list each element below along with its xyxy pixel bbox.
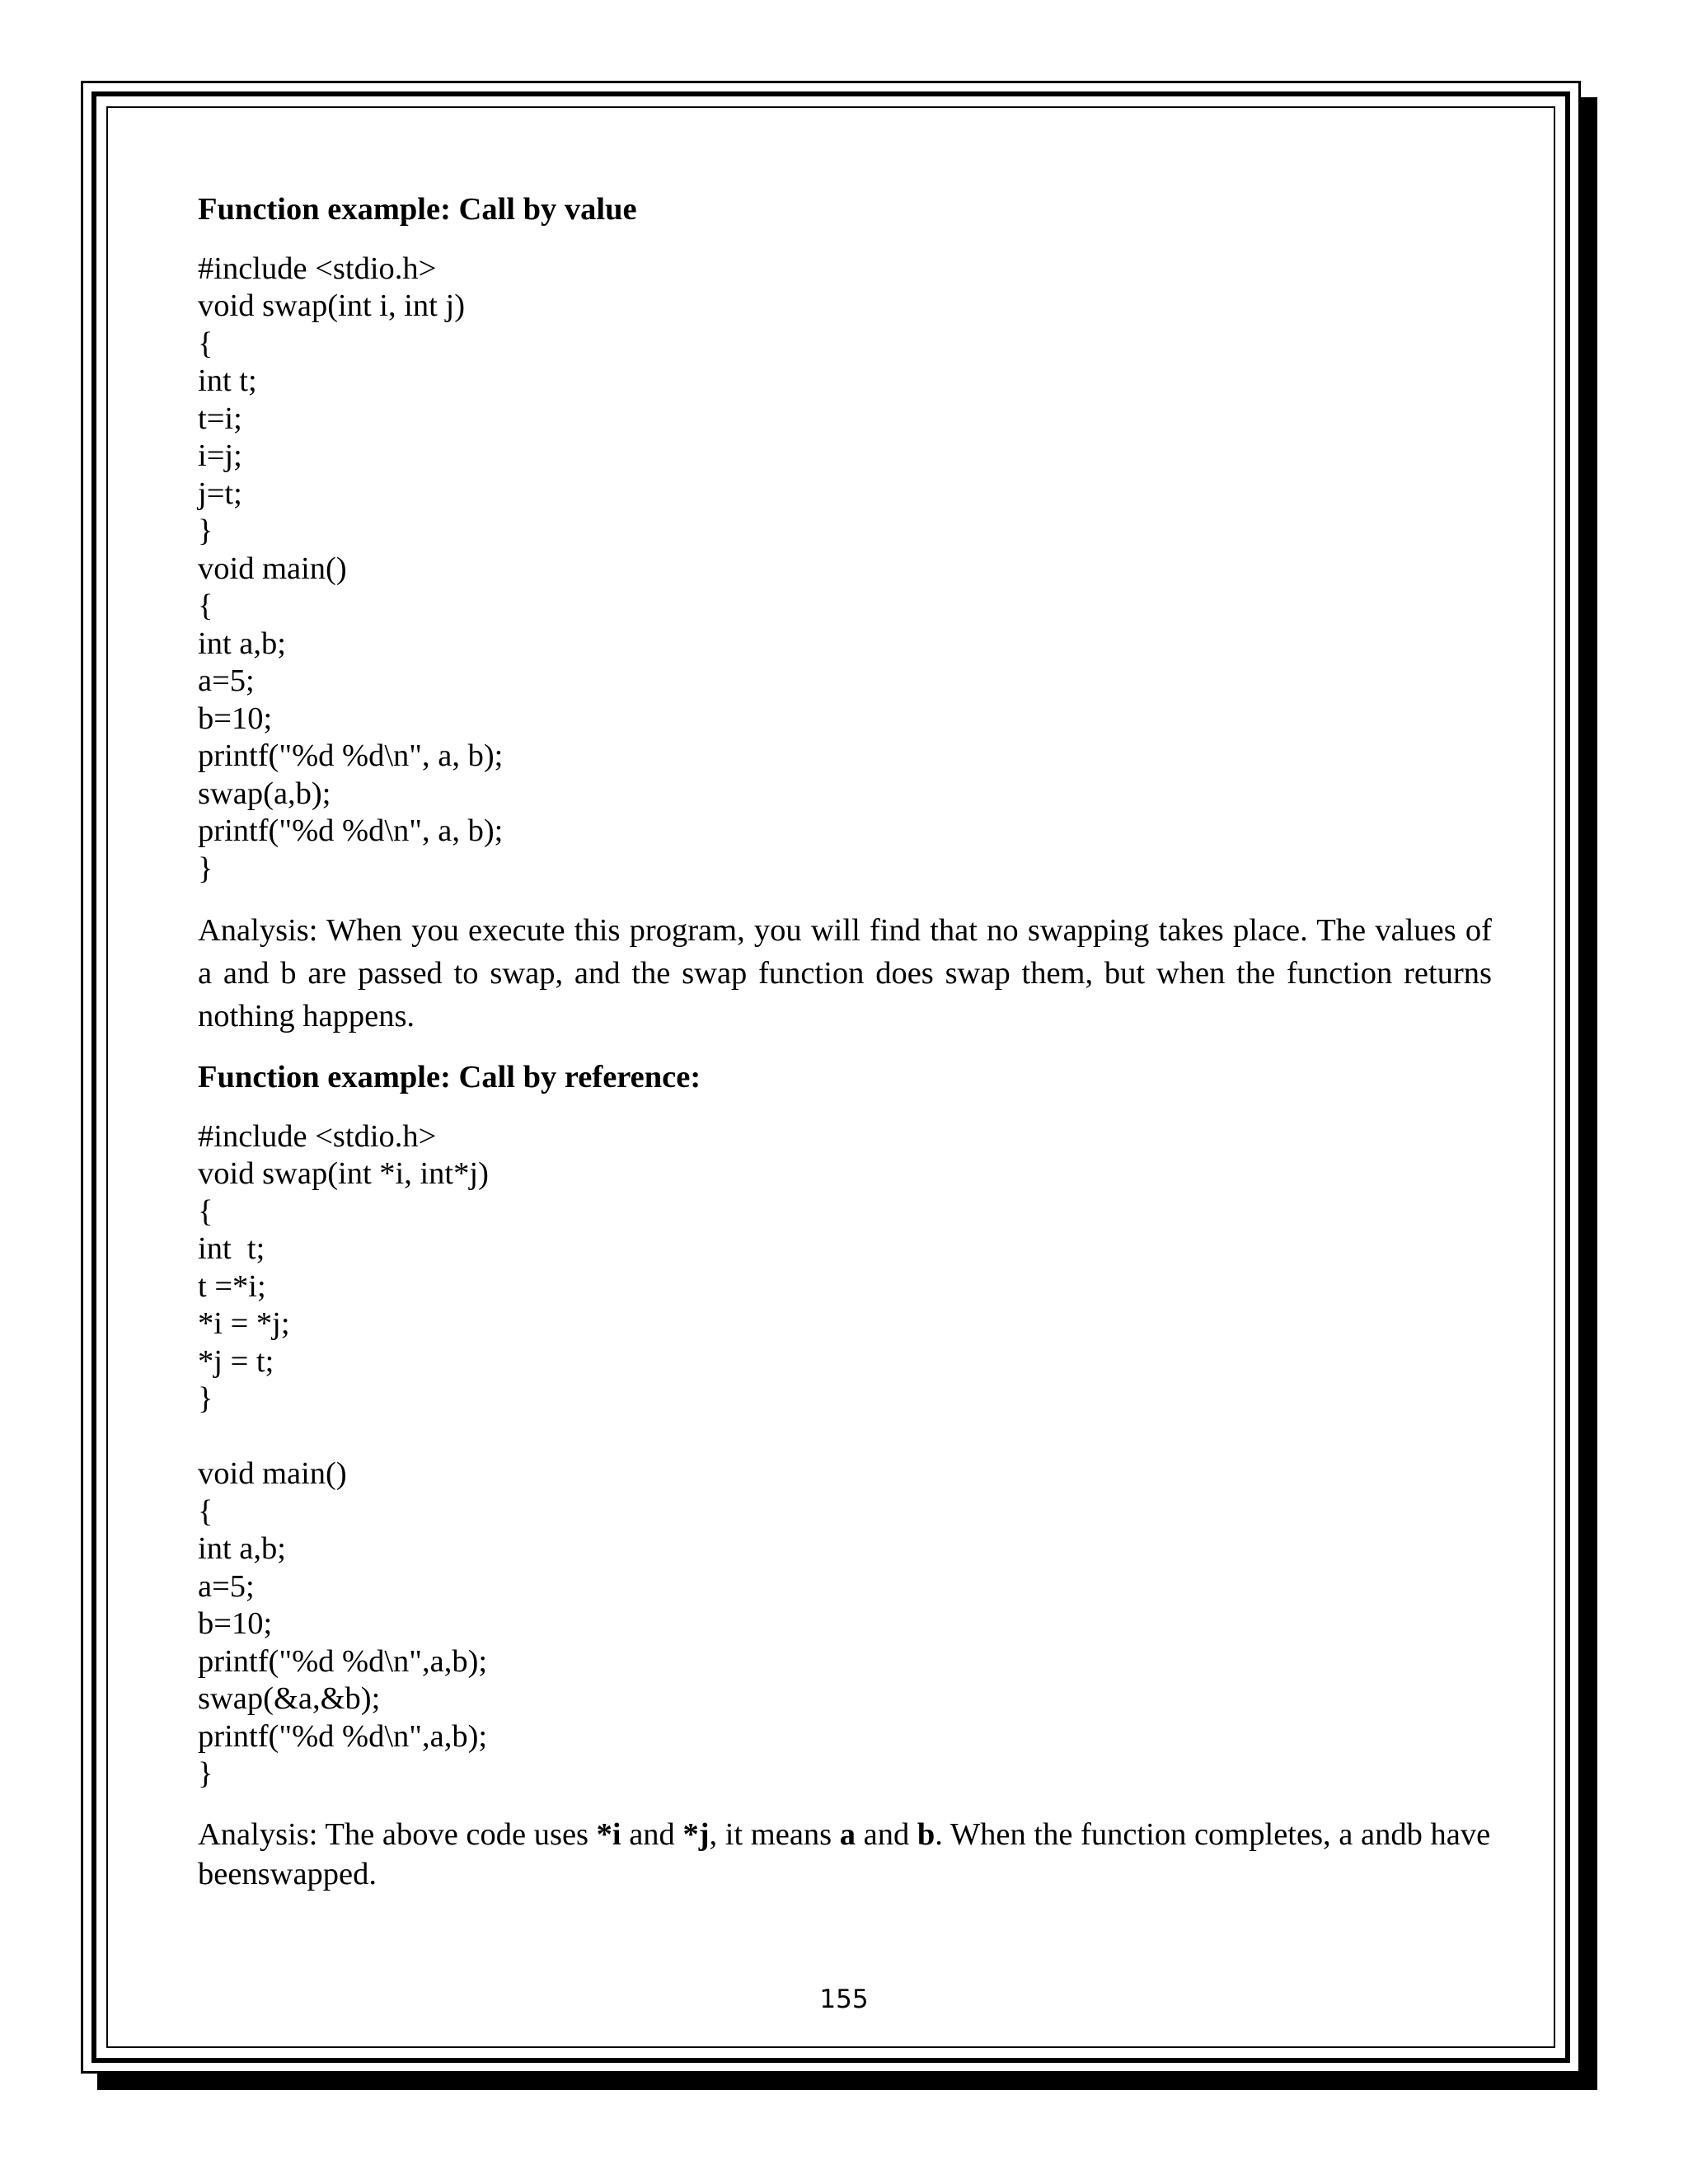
code-line: int t;: [198, 1231, 265, 1266]
analysis-bold-term: *i: [596, 1816, 621, 1852]
code-line: b=10;: [198, 1606, 273, 1641]
code-line: int a,b;: [198, 1531, 286, 1566]
code-line: {: [198, 588, 213, 623]
code-line: a=5;: [198, 1568, 255, 1604]
code-line: }: [198, 1381, 213, 1416]
code-line: {: [198, 1493, 213, 1529]
code-line: void swap(int *i, int*j): [198, 1156, 489, 1191]
code-line: printf("%d %d\n",a,b);: [198, 1643, 488, 1679]
code-line: }: [198, 1756, 213, 1791]
analysis-bold-term: *j: [682, 1816, 710, 1852]
code-line: *j = t;: [198, 1343, 274, 1379]
analysis-bold-term: a: [839, 1816, 856, 1852]
code-line: printf("%d %d\n", a, b);: [198, 813, 504, 848]
code-line: t =*i;: [198, 1268, 266, 1304]
code-line: i=j;: [198, 438, 242, 473]
code-line: printf("%d %d\n",a,b);: [198, 1718, 488, 1754]
page-number: 155: [819, 1985, 869, 2014]
code-line: void swap(int i, int j): [198, 288, 466, 323]
section-heading-call-by-reference: Function example: Call by reference:: [198, 1060, 701, 1094]
code-line: a=5;: [198, 663, 255, 698]
code-line: #include <stdio.h>: [198, 1118, 437, 1154]
code-line: swap(&a,&b);: [198, 1681, 381, 1716]
analysis-call-by-value: Analysis: When you execute this program, you will find that no swapping takes place. The values of a and b are passed to swap, and the swap function does swap them, but when the function returns nothing happens.: [198, 913, 1492, 1033]
analysis-text: Analysis: The above code uses: [198, 1816, 597, 1852]
code-line: j=t;: [198, 476, 242, 511]
analysis-call-by-reference: [198, 1815, 1492, 1894]
code-line-blank: [198, 1418, 1492, 1456]
code-line: *i = *j;: [198, 1306, 290, 1341]
code-line: t=i;: [198, 401, 242, 436]
analysis-text: and: [621, 1816, 683, 1852]
code-line: b=10;: [198, 701, 273, 736]
code-line: }: [198, 513, 213, 548]
code-line: printf("%d %d\n", a, b);: [198, 738, 504, 773]
analysis-bold-term: b: [917, 1816, 935, 1852]
analysis-text: and: [856, 1816, 917, 1852]
code-block-call-by-value: [198, 251, 1492, 888]
analysis-text: . When the function completes, a andb have beenswapped.: [198, 1816, 1491, 1891]
page-content: [198, 191, 1492, 1894]
code-line: swap(a,b);: [198, 776, 331, 811]
code-line: {: [198, 1193, 213, 1229]
code-line: #include <stdio.h>: [198, 251, 437, 286]
section-heading-call-by-value: Function example: Call by value: [198, 192, 637, 227]
code-line: }: [198, 851, 213, 886]
code-line: int t;: [198, 363, 257, 398]
code-line: {: [198, 326, 213, 361]
code-line: void main(): [198, 1456, 347, 1491]
analysis-text: , it means: [709, 1816, 840, 1852]
code-block-call-by-reference: [198, 1118, 1492, 1793]
code-line: int a,b;: [198, 626, 286, 661]
code-line: void main(): [198, 551, 347, 586]
